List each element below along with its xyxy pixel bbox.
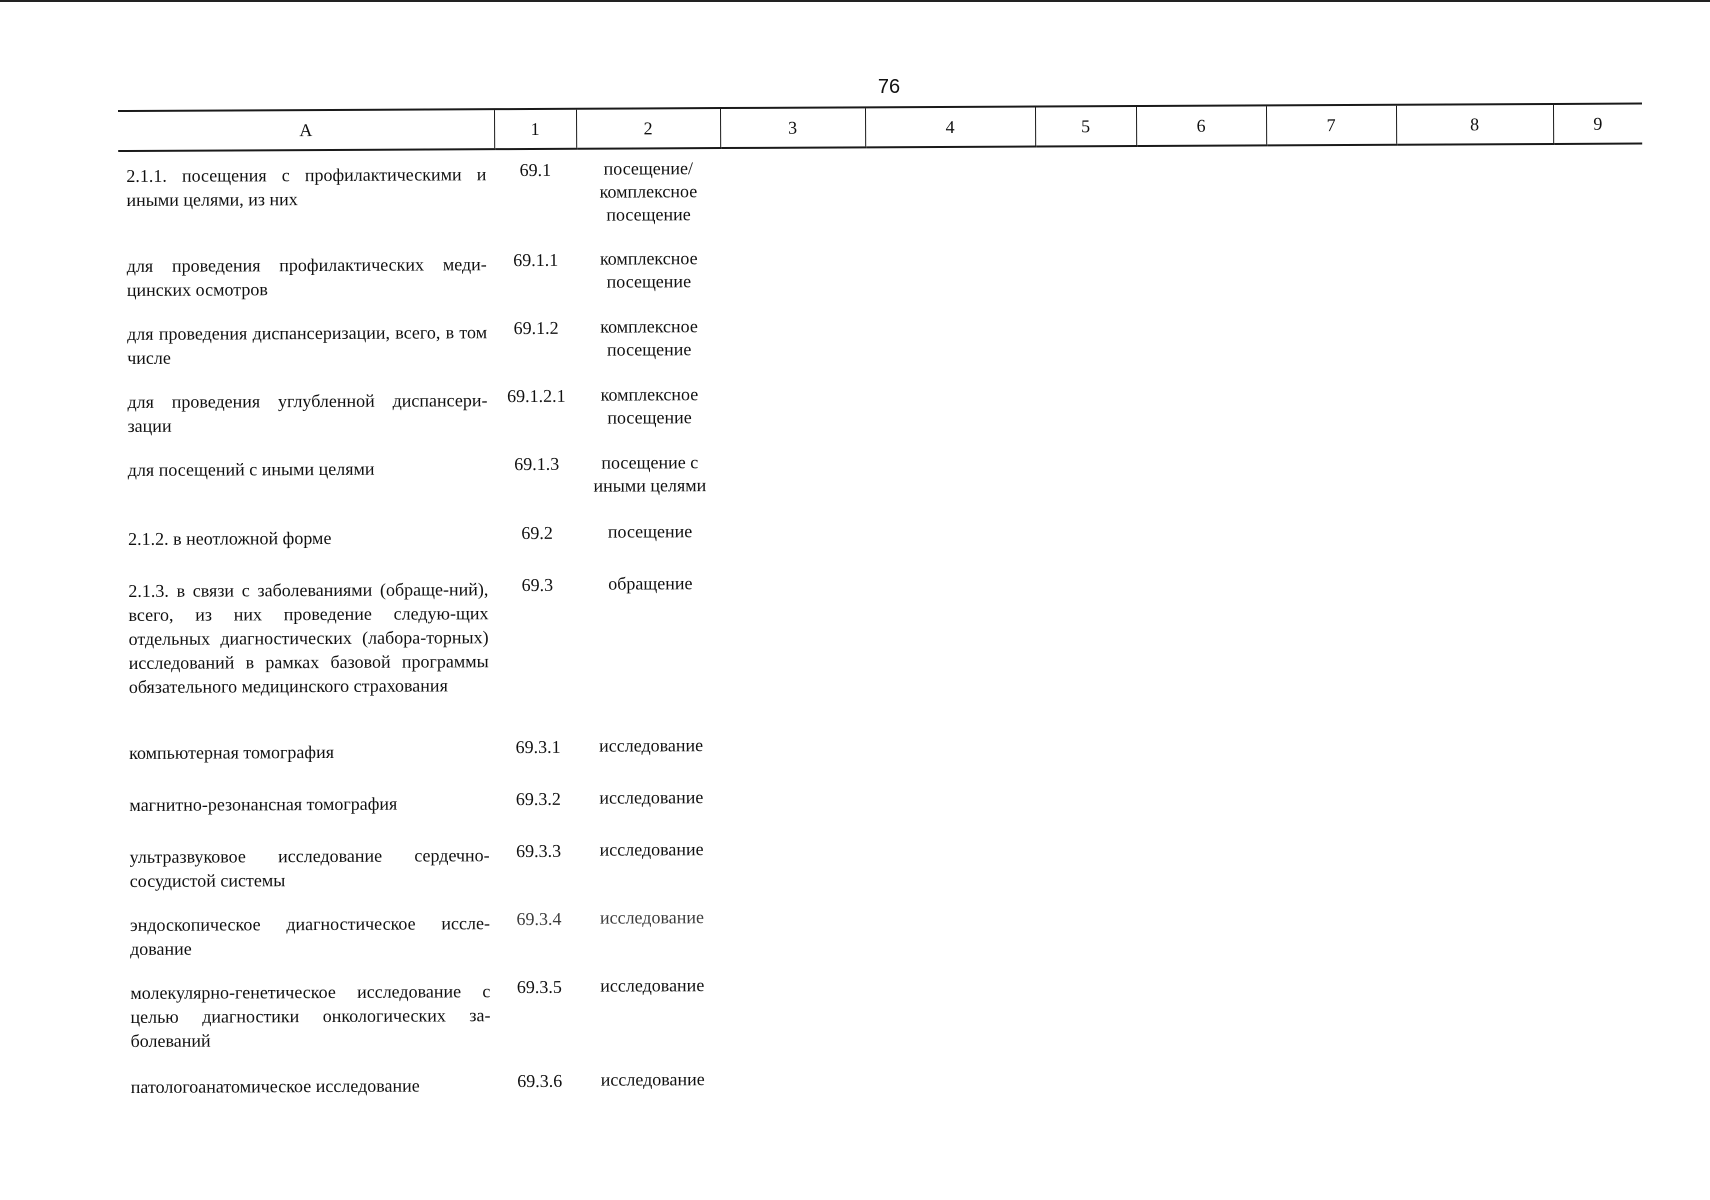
row-name: 2.1.1. посещения с профилактическими и иными целями, из них (126, 164, 487, 210)
row-unit: обращение (608, 573, 693, 594)
table-row (122, 826, 1646, 901)
row-unit: посещение с иными целями (593, 452, 707, 496)
header-col-1: 1 (494, 109, 576, 149)
row-code: 69.3.4 (516, 908, 562, 930)
row-empty-values (722, 508, 1644, 565)
row-code: 69.3.1 (515, 736, 561, 758)
header-col-6: 6 (1136, 105, 1266, 146)
row-name: для посещений с иными целями (127, 458, 375, 480)
row-empty-values (723, 722, 1645, 779)
table-row (121, 722, 1645, 781)
table-row (120, 508, 1644, 567)
document-table-container (118, 103, 1647, 1115)
row-name: ультразвуковое исследование сердечно-сосудистой системы (129, 845, 490, 891)
row-name: для проведения углубленной диспансери-зации (127, 390, 488, 436)
table-row (123, 1056, 1647, 1115)
row-code: 69.1.3 (514, 453, 560, 475)
table-row (118, 144, 1642, 242)
row-unit: комплексное посещение (600, 316, 698, 360)
row-name: для проведения профилактических меди-цинских осмотров (126, 254, 487, 300)
header-col-5: 5 (1035, 106, 1136, 146)
header-col-7: 7 (1266, 105, 1396, 146)
table-row (122, 962, 1646, 1063)
row-empty-values (725, 1056, 1647, 1113)
header-col-3: 3 (720, 107, 865, 148)
row-code: 69.3.6 (517, 1070, 563, 1092)
page-number: 76 (877, 76, 901, 98)
row-code: 69.1 (519, 159, 552, 181)
row-unit: исследование (599, 787, 704, 808)
row-name: 2.1.2. в неотложной форме (128, 527, 332, 549)
row-empty-values (722, 560, 1645, 727)
row-code: 69.3.5 (516, 976, 562, 998)
row-code: 69.1.1 (513, 249, 559, 271)
row-empty-values (721, 303, 1643, 376)
row-empty-values (724, 962, 1646, 1061)
row-name: для проведения диспансеризации, всего, в том числе (127, 322, 488, 368)
row-name: 2.1.3. в связи с заболеваниями (обраще-ний), всего, из них проведение следую-щих отдельных диагностических (лабора-торных) исследований в рамках базовой программы обязательного медицинского страхования (128, 579, 489, 697)
row-unit: посещение/ комплексное посещение (599, 158, 698, 225)
table-row (120, 560, 1645, 729)
header-col-4: 4 (865, 107, 1035, 148)
table-row (121, 774, 1645, 833)
header-col-2: 2 (576, 108, 720, 149)
row-unit: комплексное посещение (599, 248, 698, 292)
table-row (119, 371, 1643, 446)
row-unit: исследование (599, 907, 705, 928)
header-col-a: А (118, 109, 494, 151)
table-row (119, 303, 1643, 378)
row-empty-values (721, 235, 1643, 308)
row-empty-values (724, 826, 1646, 899)
row-unit: посещение (607, 521, 693, 542)
row-code: 69.1.2 (513, 317, 559, 339)
row-unit: комплексное посещение (600, 384, 699, 428)
row-unit: исследование (599, 839, 704, 860)
row-empty-values (722, 439, 1644, 513)
row-code: 69.2 (521, 522, 553, 544)
row-empty-values (723, 774, 1645, 831)
row-empty-values (720, 144, 1642, 240)
row-empty-values (721, 371, 1643, 444)
row-name: компьютерная томография (129, 741, 335, 763)
row-name: молекулярно-генетическое исследование с целью диагностики онкологических за-болеваний (130, 981, 491, 1051)
row-name: эндоскопическое диагностическое иссле-дование (129, 913, 491, 959)
row-empty-values (724, 894, 1646, 967)
row-name: патологоанатомическое исследование (130, 1075, 420, 1097)
row-unit: исследование (599, 735, 704, 756)
header-col-8: 8 (1396, 104, 1553, 145)
indicator-table (118, 103, 1647, 1115)
table-row (122, 894, 1646, 969)
row-unit: исследование (600, 975, 705, 996)
row-code: 69.1.2.1 (507, 385, 566, 407)
row-code: 69.3.3 (516, 840, 562, 862)
scan-top-edge (0, 0, 1710, 2)
table-row (119, 235, 1643, 310)
row-unit: исследование (600, 1069, 705, 1090)
row-name: магнитно-резонансная томография (129, 793, 398, 815)
table-row (120, 439, 1644, 515)
row-code: 69.3 (521, 574, 554, 596)
header-col-9: 9 (1553, 104, 1642, 144)
row-code: 69.3.2 (515, 788, 561, 810)
